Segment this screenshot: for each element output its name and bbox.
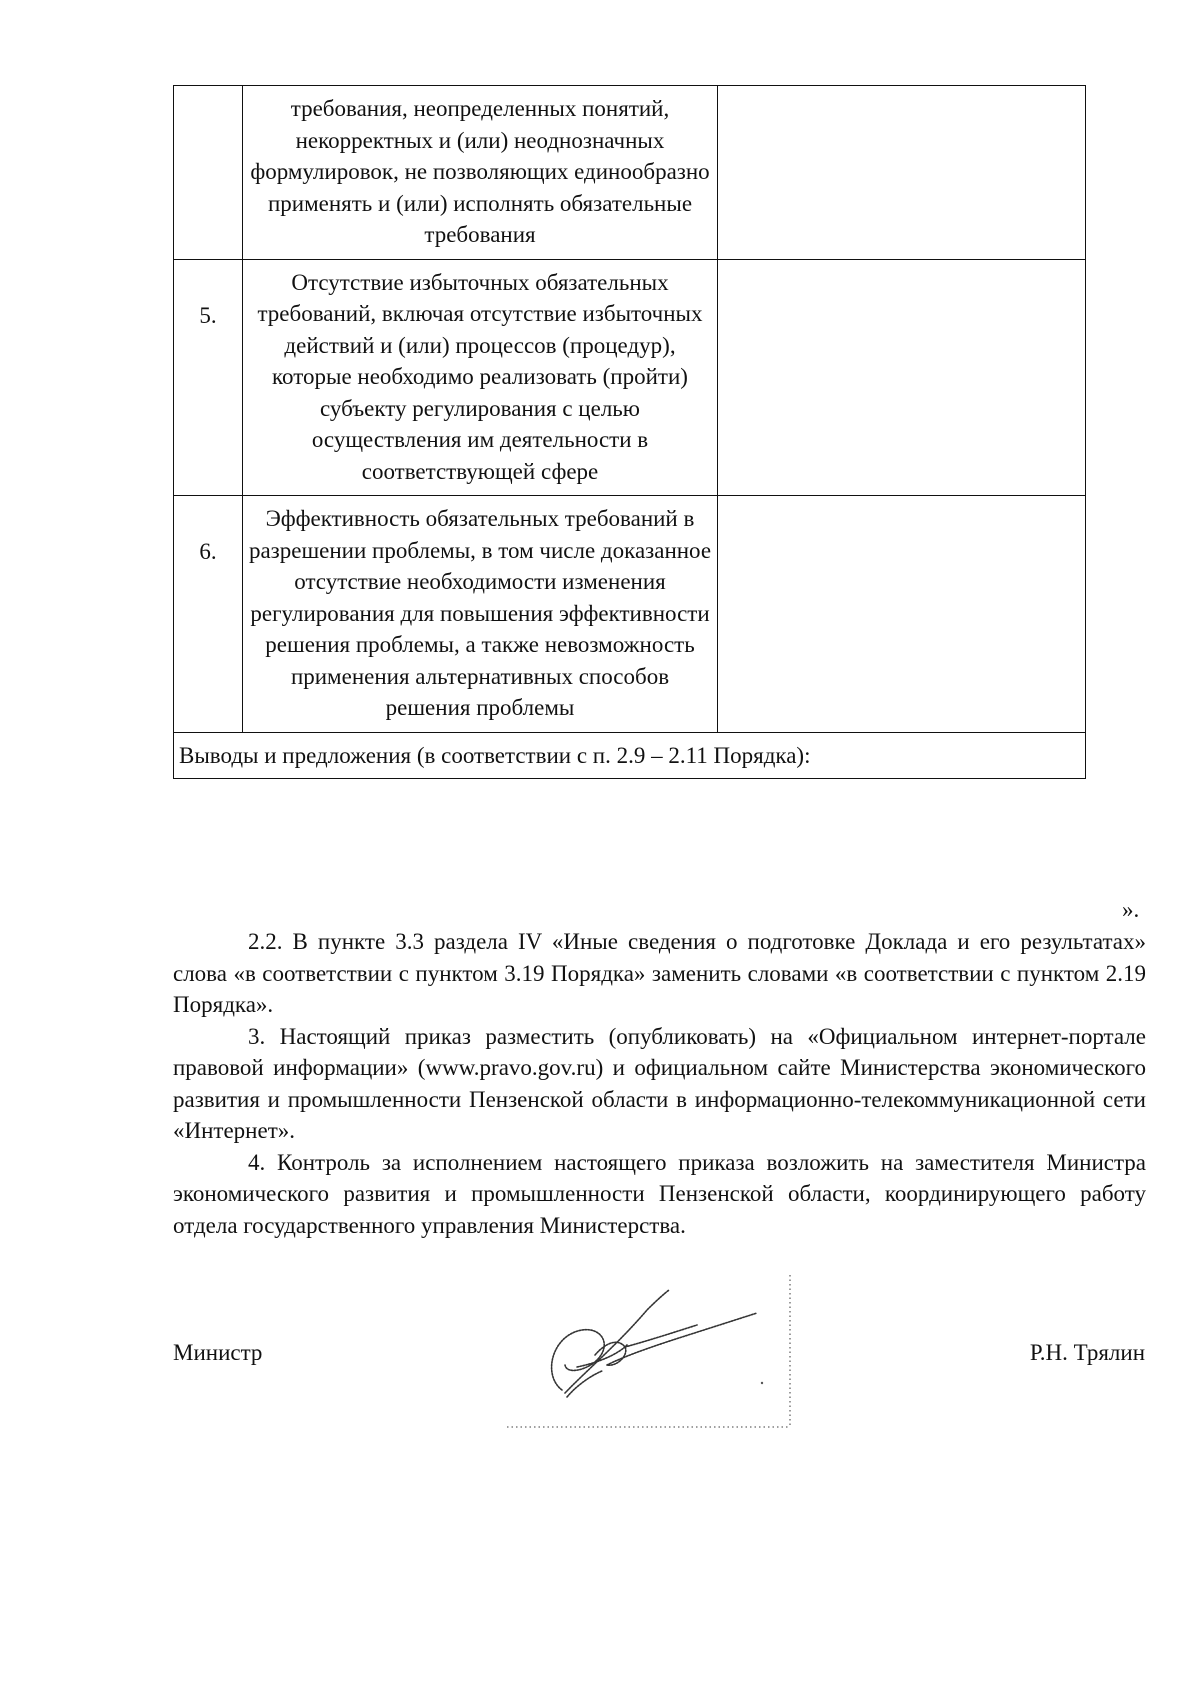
row-number: 5. [174, 259, 243, 496]
row-criterion-text: Отсутствие избыточных обязательных требований, включая отсутствие избыточных действий и (или) процессов (процедур), которые необходимо реализовать (пройти) субъекту регулирования с целью осуществления им деятельности в соответствующей сфере [243, 259, 718, 496]
conclusions-row [174, 732, 1086, 779]
conclusions-cell: Выводы и предложения (в соответствии с п. 2.9 – 2.11 Порядка): [174, 732, 1086, 779]
table-row [174, 86, 1086, 260]
closing-quote: ». [1122, 897, 1140, 922]
row-value-cell [718, 259, 1086, 496]
row-value-cell [718, 496, 1086, 733]
signatory-title: Министр [173, 1340, 263, 1365]
table-row [174, 259, 1086, 496]
row-number [174, 86, 243, 260]
criteria-table [173, 85, 1086, 779]
row-value-cell [718, 86, 1086, 260]
row-number: 6. [174, 496, 243, 733]
table-row [174, 496, 1086, 733]
paragraph-2-2: 2.2. В пункте 3.3 раздела IV «Иные сведения о подготовке Доклада и его результатах» слова «в соответствии с пунктом 3.19 Порядка» заменить словами «в соответствии с пунктом 2.19 Порядка». [173, 929, 1146, 1017]
paragraph-3: 3. Настоящий приказ разместить (опубликовать) на «Официальном интернет-портале правовой информации» (www.pravo.gov.ru) и официальном сайте Министерства экономического развития и промышленности Пензенской области в информационно-телекоммуникационной сети «Интернет». [173, 1023, 1146, 1143]
paragraph-4: 4. Контроль за исполнением настоящего приказа возложить на заместителя Министра экономического развития и промышленности Пензенской области, координирующего работу отдела государственного управления Министерства. [173, 1149, 1146, 1238]
order-body [173, 926, 1146, 1241]
row-criterion-text: Эффективность обязательных требований в разрешении проблемы, в том числе доказанное отсутствие необходимости изменения регулирования для повышения эффективности решения проблемы, а также невозможность применения альтернативных способов решения проблемы [243, 496, 718, 733]
row-criterion-text: требования, неопределенных понятий, некорректных и (или) неоднозначных формулировок, не позволяющих единообразно применять и (или) исполнять обязательные требования [243, 86, 718, 260]
signatory-name: Р.Н. Трялин [1029, 1340, 1145, 1365]
handwritten-signature [507, 1275, 797, 1429]
